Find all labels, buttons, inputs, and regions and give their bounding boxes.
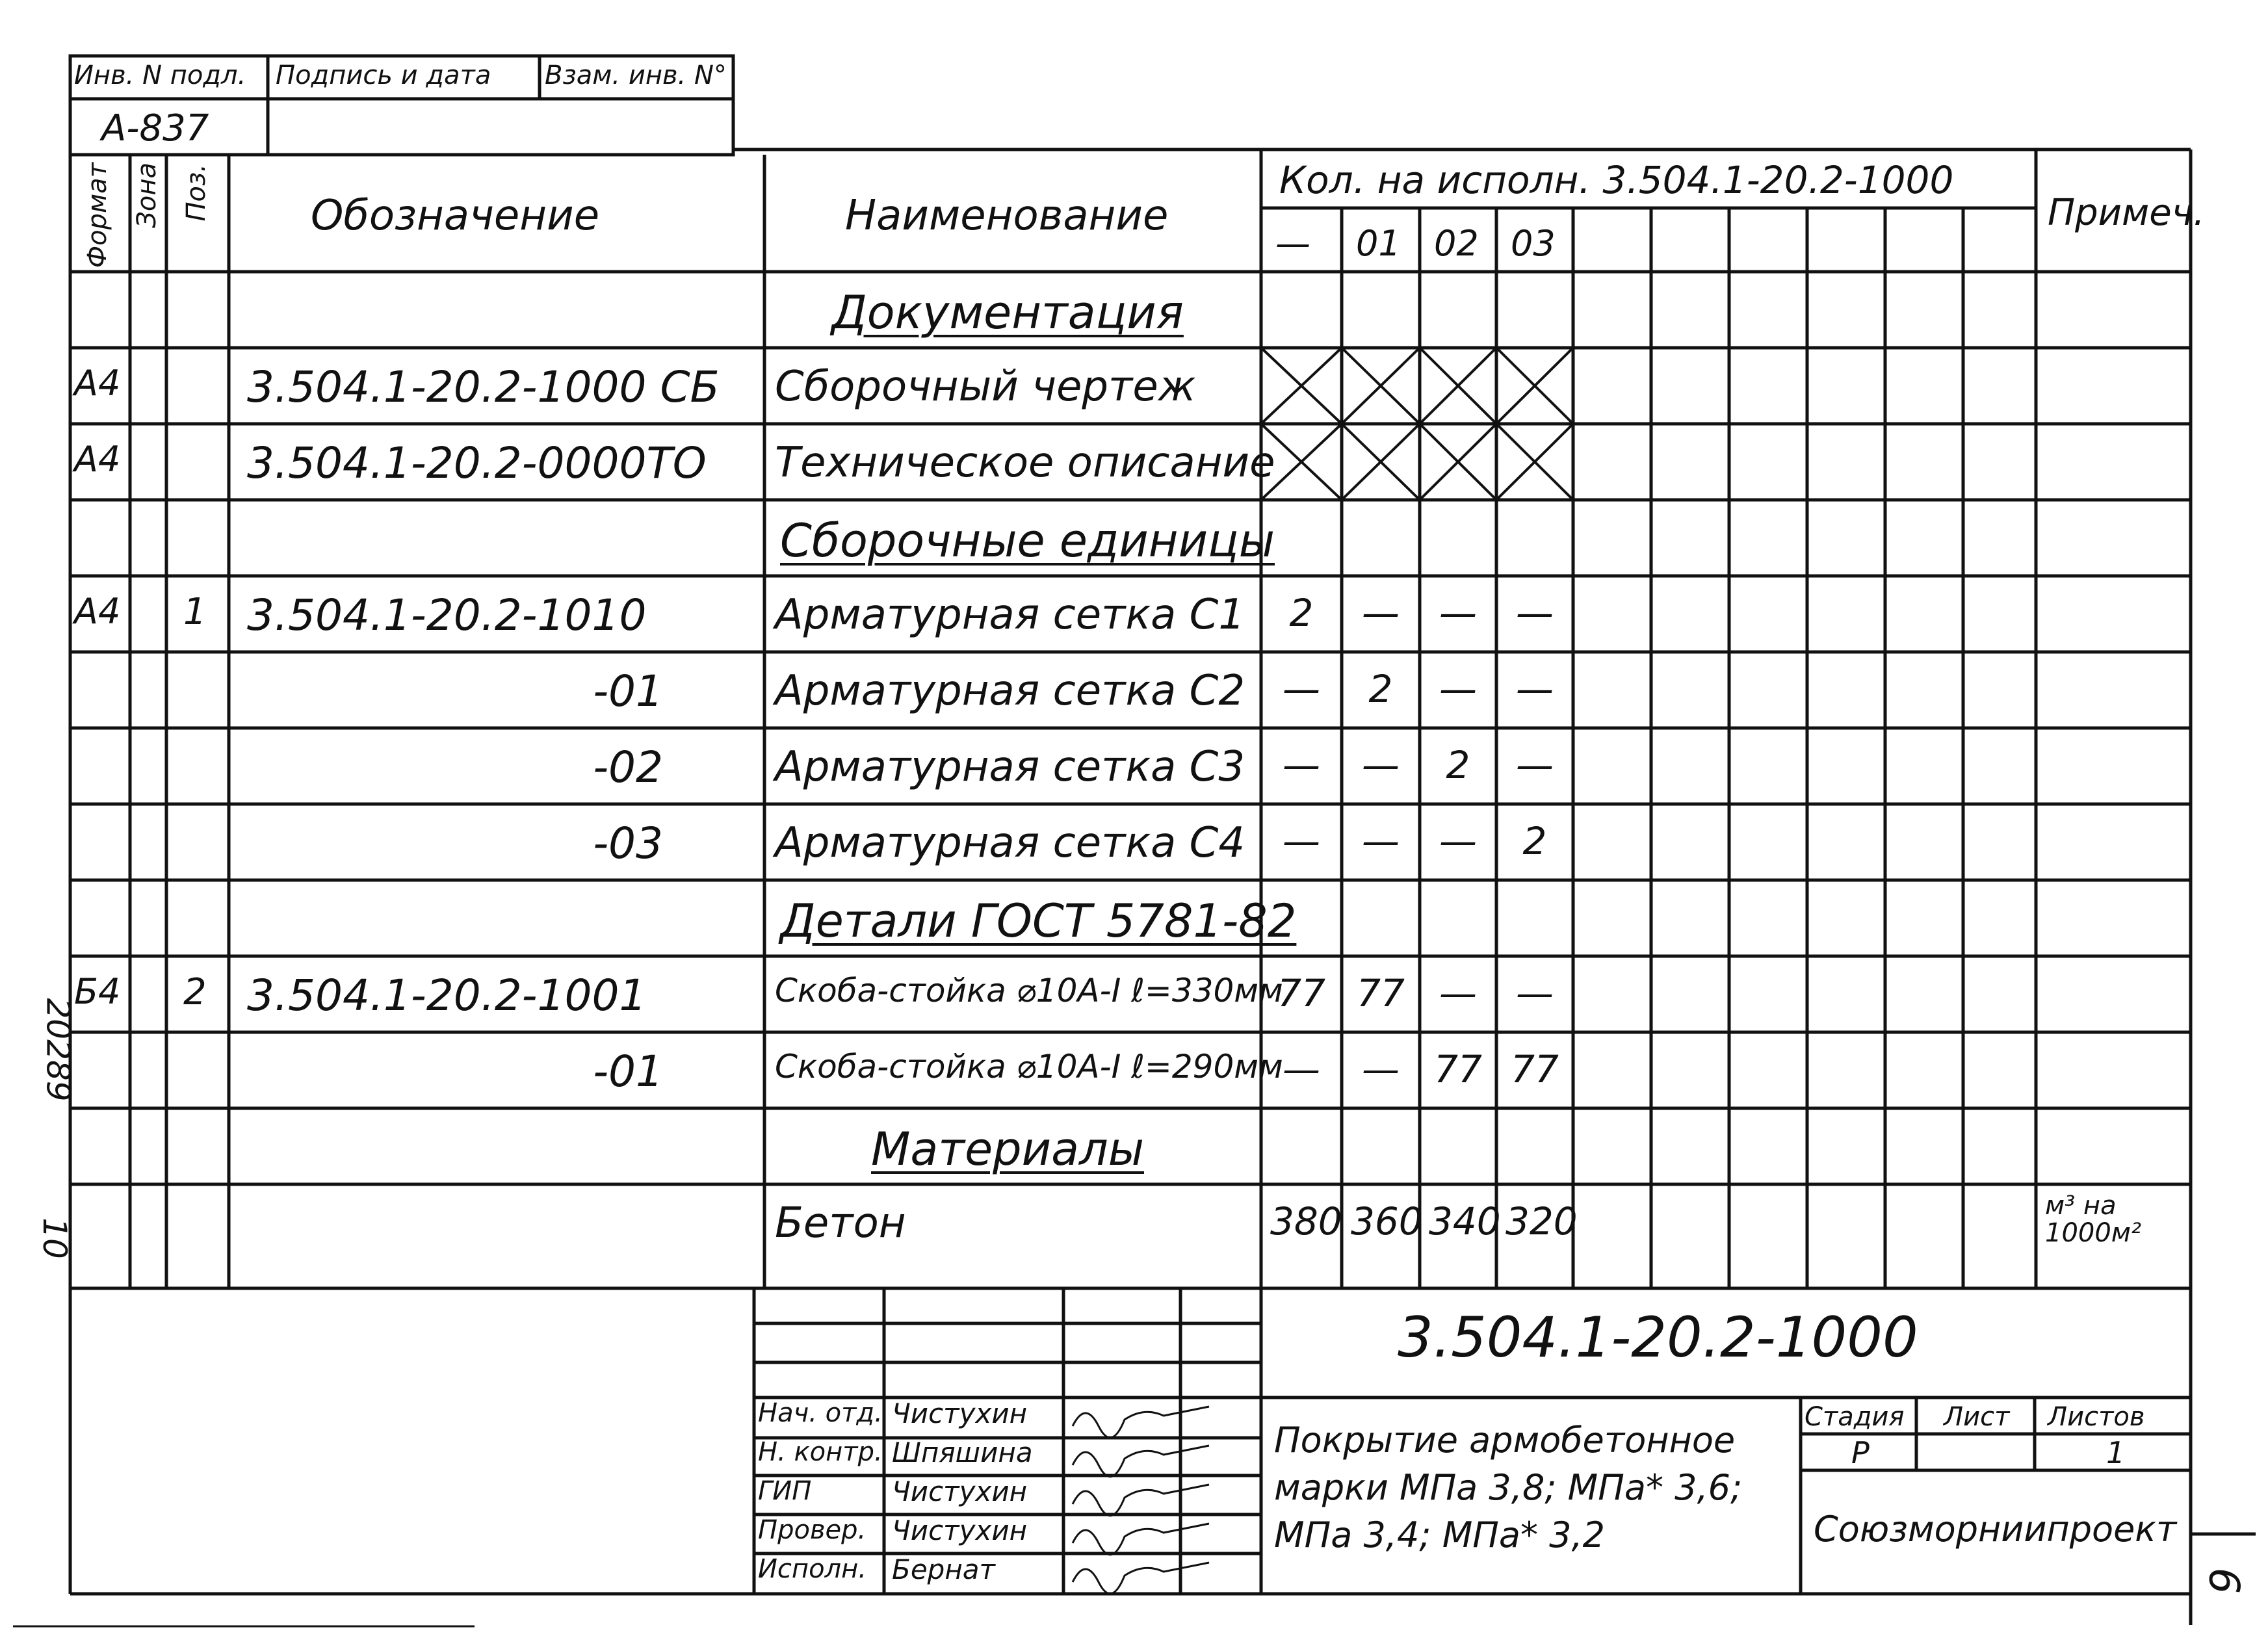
qty-cell: 77	[1434, 1047, 1482, 1091]
qty-cell: 2	[1446, 743, 1470, 787]
row-designation: 3.504.1-20.2-1010	[247, 590, 647, 640]
qty-cell: —	[1362, 819, 1400, 863]
stamp-header-inv: Инв. N подл.	[74, 60, 246, 90]
row-name: Скоба-стойка ⌀10А-I ℓ=330мм	[775, 972, 1283, 1009]
sheets-value: 1	[2106, 1435, 2126, 1470]
qty-cell: 320	[1505, 1199, 1578, 1243]
signature-name: Бернат	[892, 1554, 995, 1585]
signature-mark	[1073, 1524, 1209, 1555]
stamp-header-sign: Подпись и дата	[276, 60, 491, 90]
row-name: Арматурная сетка С2	[775, 667, 1245, 715]
stage-value: Р	[1851, 1435, 1870, 1470]
sheet-label: Лист	[1944, 1402, 2010, 1432]
row-note: м³ на 1000м²	[2045, 1191, 2142, 1248]
row-format: А4	[74, 591, 121, 632]
section-title: Документация	[831, 286, 1184, 339]
row-pos: 1	[183, 591, 207, 633]
signature-role: Исполн.	[758, 1554, 867, 1584]
qty-cell: 77	[1277, 971, 1325, 1015]
qty-cell: —	[1516, 591, 1554, 635]
row-name: Скоба-стойка ⌀10А-I ℓ=290мм	[775, 1048, 1283, 1086]
row-designation: -02	[593, 742, 663, 792]
row-name: Сборочный чертеж	[775, 363, 1196, 411]
header-qty-title: Кол. на исполн. 3.504.1-20.2-1000	[1279, 158, 1954, 202]
section-title: Сборочные единицы	[780, 514, 1275, 567]
row-pos: 2	[183, 971, 207, 1013]
qty-cell: —	[1439, 971, 1477, 1015]
row-name: Арматурная сетка С4	[775, 819, 1245, 867]
signature-mark	[1073, 1446, 1209, 1477]
row-designation: -01	[593, 666, 663, 716]
qty-cell: 2	[1522, 819, 1547, 863]
row-designation: 3.504.1-20.2-1001	[247, 970, 647, 1020]
margin-right-bottom: 6	[2199, 1567, 2248, 1594]
row-name: Арматурная сетка С1	[775, 591, 1245, 639]
header-designation: Обозначение	[311, 192, 600, 240]
qty-cell: —	[1362, 1047, 1400, 1091]
qty-cell: —	[1362, 591, 1400, 635]
qty-cell: —	[1439, 591, 1477, 635]
variant-header: 03	[1511, 223, 1556, 264]
qty-cell: —	[1516, 743, 1554, 787]
qty-cell: —	[1439, 667, 1477, 711]
qty-cell: —	[1362, 743, 1400, 787]
qty-cell: 2	[1368, 667, 1393, 711]
row-designation: 3.504.1-20.2-1000 СБ	[247, 362, 720, 412]
row-name: Арматурная сетка С3	[775, 743, 1245, 791]
qty-cell: —	[1283, 1047, 1320, 1091]
header-pos: Поз.	[181, 164, 211, 222]
row-format: А4	[74, 363, 121, 404]
signature-mark	[1073, 1485, 1209, 1516]
row-format: Б4	[74, 971, 121, 1012]
signature-name: Шпяшина	[892, 1436, 1033, 1468]
signature-mark	[1073, 1407, 1209, 1438]
row-designation: -03	[593, 818, 663, 868]
qty-cell: 360	[1351, 1199, 1423, 1243]
margin-left-bottom: 10	[35, 1217, 73, 1259]
qty-cell: 340	[1429, 1199, 1501, 1243]
signature-name: Чистухин	[892, 1398, 1028, 1429]
section-title: Детали ГОСТ 5781-82	[780, 894, 1297, 948]
header-zone: Зона	[132, 162, 162, 228]
variant-header: 02	[1434, 223, 1479, 264]
row-name: Техническое описание	[775, 439, 1275, 487]
row-name: Бетон	[775, 1199, 906, 1247]
header-note: Примеч.	[2048, 192, 2205, 234]
row-format: А4	[74, 439, 121, 480]
header-name: Наименование	[845, 192, 1169, 240]
qty-cell: —	[1283, 819, 1320, 863]
stamp-inv-number: А-837	[101, 107, 209, 150]
row-designation: 3.504.1-20.2-0000ТО	[247, 438, 707, 488]
stamp-header-replace: Взам. инв. N°	[545, 60, 727, 90]
signature-name: Чистухин	[892, 1514, 1028, 1546]
qty-cell: —	[1283, 743, 1320, 787]
org-name: Союзморниипроект	[1814, 1509, 2177, 1550]
doc-number: 3.504.1-20.2-1000	[1398, 1305, 1918, 1370]
signature-role: Нач. отд.	[758, 1398, 883, 1428]
sheets-label: Листов	[2048, 1402, 2145, 1432]
section-title: Материалы	[871, 1123, 1144, 1176]
qty-cell: —	[1516, 971, 1554, 1015]
qty-cell: —	[1516, 667, 1554, 711]
stage-label: Стадия	[1805, 1402, 1905, 1432]
qty-cell: 77	[1511, 1047, 1559, 1091]
signature-mark	[1073, 1563, 1209, 1594]
signature-role: Провер.	[758, 1515, 867, 1545]
margin-left-number: 20289	[39, 998, 77, 1102]
variant-header: 01	[1356, 223, 1401, 264]
qty-cell: 77	[1357, 971, 1405, 1015]
header-format: Формат	[83, 162, 112, 268]
doc-title: Покрытие армобетонное марки МПа 3,8; МПа* 3,6; МПа 3,4; МПа* 3,2	[1274, 1420, 1743, 1555]
signature-role: ГИП	[758, 1476, 812, 1506]
signature-name: Чистухин	[892, 1476, 1028, 1507]
variant-header: —	[1275, 223, 1310, 264]
qty-cell: —	[1283, 667, 1320, 711]
signature-role: Н. контр.	[758, 1437, 883, 1467]
qty-cell: —	[1439, 819, 1477, 863]
row-designation: -01	[593, 1046, 663, 1097]
qty-cell: 2	[1289, 591, 1314, 635]
qty-cell: 380	[1270, 1199, 1342, 1243]
